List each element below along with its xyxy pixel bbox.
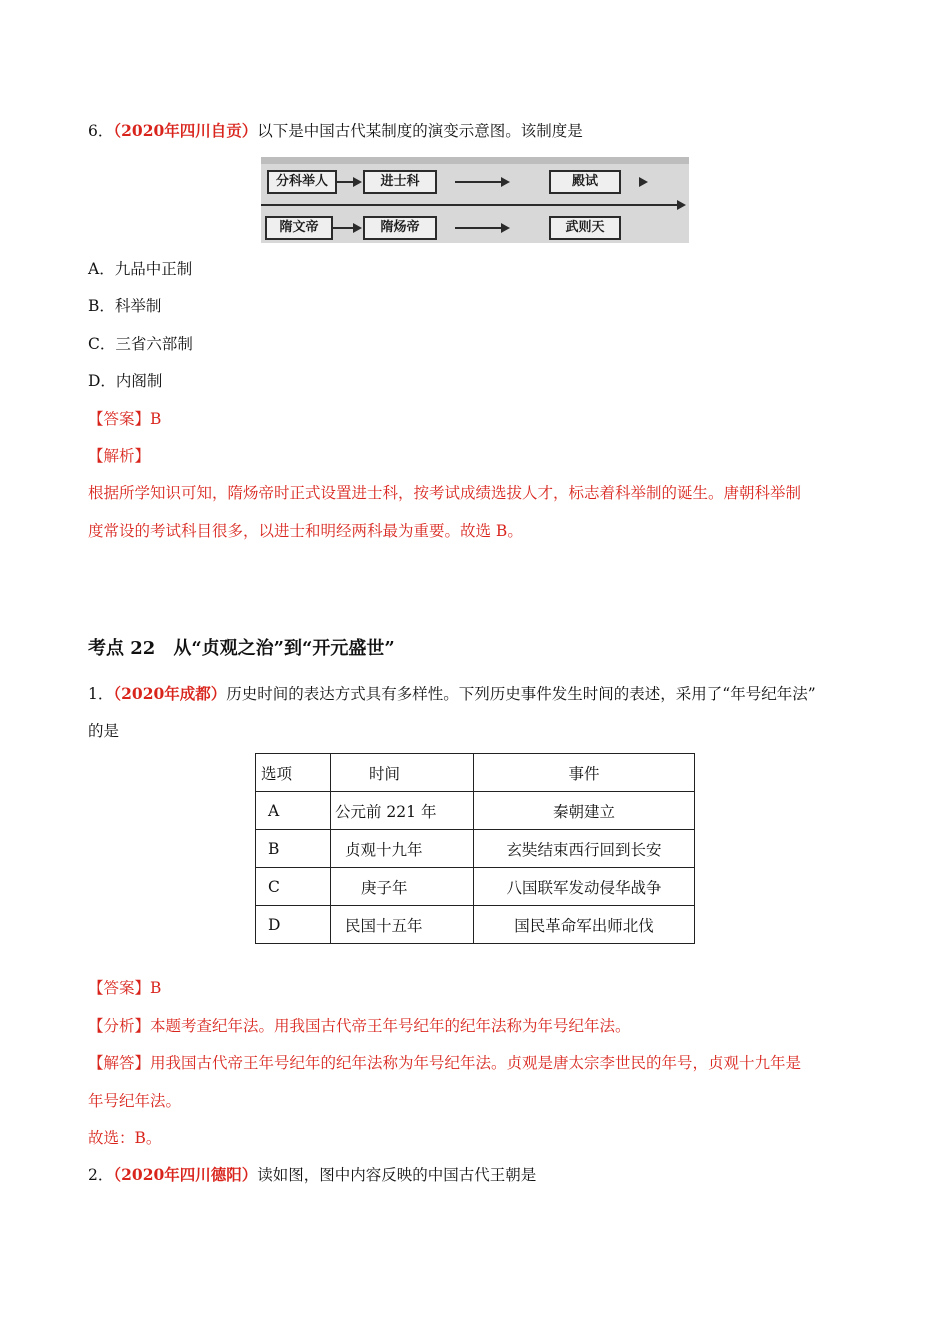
q1-jieda-line1: 【解答】用我国古代帝王年号纪年的纪年法称为年号纪年法。贞观是唐太宗李世民的年号，贞观十九年是 bbox=[88, 1054, 802, 1072]
exam-system-diagram bbox=[261, 157, 689, 243]
diagram-box-jinshi: 进士科 bbox=[363, 170, 437, 194]
q1-number: 1． bbox=[88, 685, 114, 703]
diagram-box-fenke: 分科举人 bbox=[267, 170, 337, 194]
table-cell: A bbox=[256, 792, 331, 830]
table-cell: 玄奘结束西行回到长安 bbox=[474, 830, 695, 868]
q1-jieda-line2: 年号纪年法。 bbox=[88, 1092, 182, 1110]
q6-number: 6． bbox=[88, 122, 114, 140]
q1-stem-line2: 的是 bbox=[88, 722, 120, 740]
table-row bbox=[256, 830, 695, 868]
table-cell: 庚子年 bbox=[331, 868, 474, 906]
q6-source: （2020年四川自贡） bbox=[113, 121, 258, 140]
q6-option-a: A．九品中正制 bbox=[88, 260, 193, 278]
q6-answer: 【答案】B bbox=[88, 410, 162, 428]
diagram-timeline-arrowhead bbox=[677, 200, 686, 210]
diagram-box-suiyangdi: 隋炀帝 bbox=[363, 216, 437, 240]
table-cell: 八国联军发动侵华战争 bbox=[474, 868, 695, 906]
table-header-cell: 事件 bbox=[474, 754, 695, 792]
q1-source: （2020年成都） bbox=[113, 684, 227, 703]
table-row bbox=[256, 906, 695, 944]
q1-table bbox=[255, 753, 695, 944]
diagram-box-suiwendi: 隋文帝 bbox=[265, 216, 333, 240]
q2-number: 2． bbox=[88, 1166, 114, 1184]
diagram-connector bbox=[333, 227, 353, 229]
q1-fenxi: 【分析】本题考查纪年法。用我国古代帝王年号纪年的纪年法称为年号纪年法。 bbox=[88, 1017, 631, 1035]
table-cell: 民国十五年 bbox=[331, 906, 474, 944]
table-header-row bbox=[256, 754, 695, 792]
table-cell: 国民革命军出师北伐 bbox=[474, 906, 695, 944]
table-cell: 贞观十九年 bbox=[331, 830, 474, 868]
q1-stem-line1 bbox=[88, 683, 862, 705]
q2-source: （2020年四川德阳） bbox=[113, 1165, 258, 1184]
q6-option-b: B．科举制 bbox=[88, 297, 162, 315]
diagram-connector bbox=[337, 181, 353, 183]
table-header-cell: 时间 bbox=[331, 754, 474, 792]
table-row bbox=[256, 868, 695, 906]
q6-option-c: C．三省六部制 bbox=[88, 335, 193, 353]
diagram-arrowhead bbox=[639, 177, 648, 187]
q1-answer: 【答案】B bbox=[88, 979, 162, 997]
q6-analysis-line1: 根据所学知识可知，隋炀帝时正式设置进士科，按考试成绩选拔人才，标志着科举制的诞生。唐朝科举制 bbox=[88, 484, 802, 502]
q2-stem-line bbox=[88, 1164, 862, 1186]
q6-analysis-label: 【解析】 bbox=[88, 447, 151, 465]
section-heading: 考点 22 从“贞观之治”到“开元盛世” bbox=[88, 638, 395, 659]
table-cell: 公元前 221 年 bbox=[331, 792, 474, 830]
diagram-arrowhead bbox=[501, 177, 510, 187]
diagram-arrow-line bbox=[455, 181, 501, 183]
table-row bbox=[256, 792, 695, 830]
table-cell: C bbox=[256, 868, 331, 906]
table-cell: D bbox=[256, 906, 331, 944]
q6-analysis-line2: 度常设的考试科目很多，以进士和明经两科最为重要。故选 B。 bbox=[88, 522, 523, 540]
diagram-arrowhead bbox=[353, 223, 362, 233]
table-header-cell: 选项 bbox=[256, 754, 331, 792]
table-cell: 秦朝建立 bbox=[474, 792, 695, 830]
q1-conclusion: 故选：B。 bbox=[88, 1129, 162, 1147]
diagram-top-strip bbox=[261, 157, 689, 164]
q2-stem: 读如图，图中内容反映的中国古代王朝是 bbox=[257, 1166, 537, 1184]
diagram-arrow-line bbox=[455, 227, 501, 229]
q1-stem-text: 历史时间的表达方式具有多样性。下列历史事件发生时间的表述，采用了“年号纪年法” bbox=[226, 685, 816, 703]
diagram-arrowhead bbox=[353, 177, 362, 187]
diagram-arrowhead bbox=[501, 223, 510, 233]
table-cell: B bbox=[256, 830, 331, 868]
q6-stem-line bbox=[88, 120, 862, 142]
diagram-timeline bbox=[261, 204, 679, 206]
q6-stem: 以下是中国古代某制度的演变示意图。该制度是 bbox=[257, 122, 583, 140]
diagram-box-dianshi: 殿试 bbox=[549, 170, 621, 194]
diagram-box-wuzetian: 武则天 bbox=[549, 216, 621, 240]
q6-option-d: D．内阁制 bbox=[88, 372, 163, 390]
